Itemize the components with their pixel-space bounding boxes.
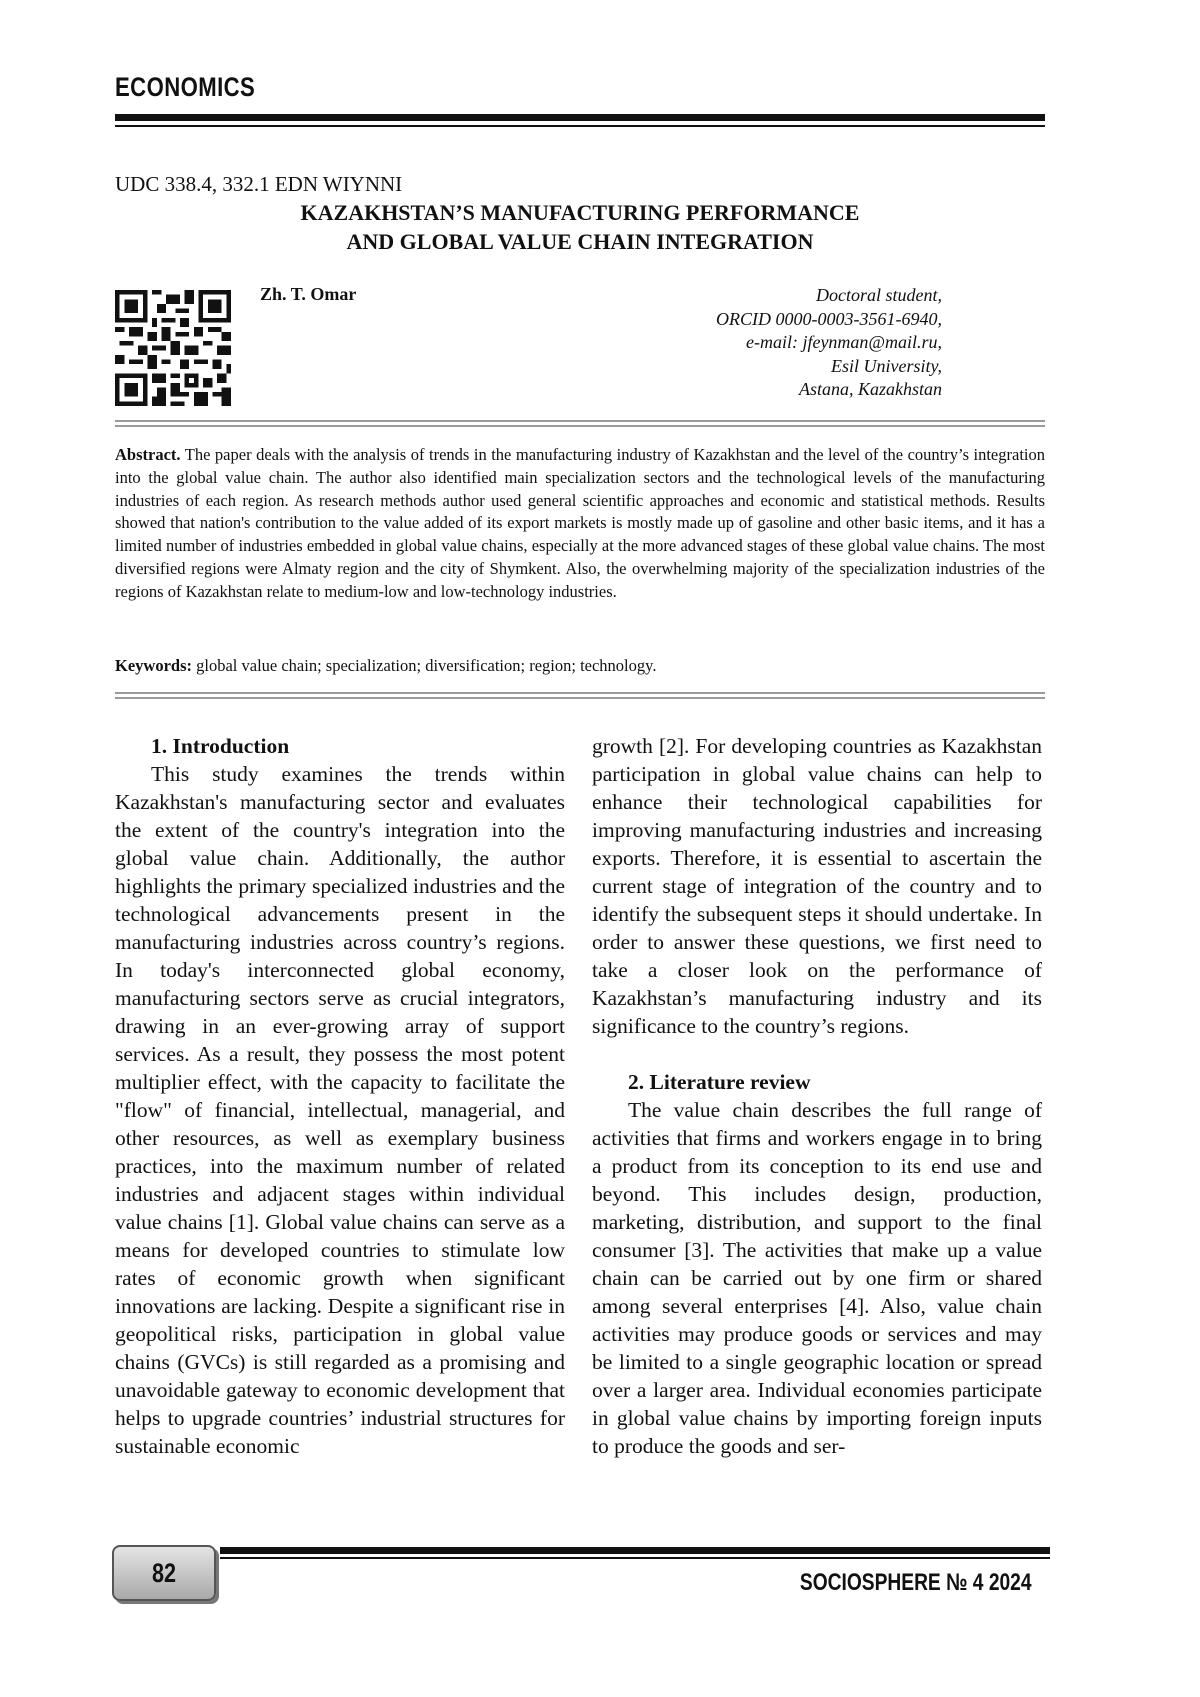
article-title	[115, 198, 1045, 256]
intro-heading: 1. Introduction	[115, 732, 565, 760]
abstract-label: Abstract.	[115, 445, 181, 464]
intro-paragraph: This study examines the trends within Kazakhstan's manufacturing sector and evaluates the extent of the country's integration into the global value chain. Additionally, the author highlights the primary specialized industries and the technological advancements present in the manufacturing industries across country’s regions. In today's interconnected global economy, manufacturing sectors serve as crucial integrators, drawing in an ever-growing array of support services. As a result, they possess the most potent multiplier effect, with the capacity to facilitate the "flow" of financial, intellectual, managerial, and other resources, as well as exemplary business practices, into the maximum number of related industries and adjacent stages within individual value chains [1]. Global value chains can serve as a means for developed countries to stimulate low rates of economic growth when significant innovations are lacking. Despite a significant rise in geopolitical risks, participation in global value chains (GVCs) is still regarded as a promising and unavoidable gateway to economic development that helps to upgrade countries’ industrial structures for sustainable economic	[115, 760, 565, 1460]
intro-continuation: growth [2]. For developing countries as Kazakhstan participation in global value chains can help to enhance their technological capabilities for improving manufacturing industries and increasing exports. Therefore, it is essential to ascertain the current stage of integration of the country and to identify the subsequent steps it should undertake. In order to answer these questions, we first need to take a closer look on the performance of Kazakhstan’s manufacturing industry and its significance to the country’s regions.	[592, 732, 1042, 1040]
page-number-box	[112, 1545, 216, 1601]
author-name: Zh. T. Omar	[260, 284, 356, 305]
author-affiliation	[716, 284, 942, 402]
abstract-rule-top	[115, 420, 1045, 422]
keywords	[115, 656, 1045, 676]
footer-rule-thick	[220, 1547, 1050, 1554]
qr-code-icon	[115, 290, 231, 406]
abstract-text: The paper deals with the analysis of trends in the manufacturing industry of Kazakhstan and the level of the country’s integration into the global value chain. The author also identified main specialization sectors and the technological levels of the manufacturing industries of each region. As research methods author used general scientific approaches and economic and statistical methods. Results showed that nation's contribution to the value added of its export markets is mostly made up of gasoline and other basic items, and it has a limited number of industries embedded in global value chains, especially at the more advanced stages of these global value chains. The most diversified regions were Almaty region and the city of Shymkent. Also, the overwhelming majority of the specialization industries of the regions of Kazakhstan relate to medium-low and low-technology industries.	[115, 445, 1045, 601]
section-title: ECONOMICS	[115, 72, 255, 103]
keywords-label: Keywords:	[115, 656, 192, 675]
column-left	[115, 732, 565, 1460]
title-line-1: KAZAKHSTAN’S MANUFACTURING PERFORMANCE	[115, 198, 1045, 227]
title-line-2: AND GLOBAL VALUE CHAIN INTEGRATION	[115, 227, 1045, 256]
affiliation-university: Esil University,	[716, 355, 942, 379]
abstract-rule-bottom	[115, 692, 1045, 694]
affiliation-location: Astana, Kazakhstan	[716, 378, 942, 402]
abstract-rule-bottom-2	[115, 697, 1045, 699]
column-right	[592, 732, 1042, 1460]
header-rule-thick	[115, 114, 1045, 121]
section-gap	[592, 1040, 1042, 1068]
header-rule-thin	[115, 125, 1045, 127]
abstract	[115, 444, 1045, 604]
keywords-text: global value chain; specialization; diversification; region; technology.	[192, 656, 656, 675]
abstract-rule-top-2	[115, 425, 1045, 427]
affiliation-position: Doctoral student,	[716, 284, 942, 308]
affiliation-orcid: ORCID 0000-0003-3561-6940,	[716, 308, 942, 332]
journal-name: SOCIOSPHERE № 4 2024	[800, 1569, 1032, 1597]
page-number: 82	[152, 1558, 176, 1589]
lit-paragraph: The value chain describes the full range of activities that firms and workers engage in to bring a product from its conception to its end use and beyond. This includes design, production, marketing, distribution, and support to the final consumer [3]. The activities that make up a value chain can be carried out by one firm or shared among several enterprises [4]. Also, value chain activities may produce goods or services and may be limited to a single geographic location or spread over a larger area. Individual economies participate in global value chains by importing foreign inputs to produce the goods and ser-	[592, 1096, 1042, 1460]
udc-code: UDC 338.4, 332.1 EDN WIYNNI	[115, 172, 402, 197]
footer-rule-thin	[220, 1557, 1050, 1559]
affiliation-email: e-mail: jfeynman@mail.ru,	[716, 331, 942, 355]
lit-heading: 2. Literature review	[592, 1068, 1042, 1096]
